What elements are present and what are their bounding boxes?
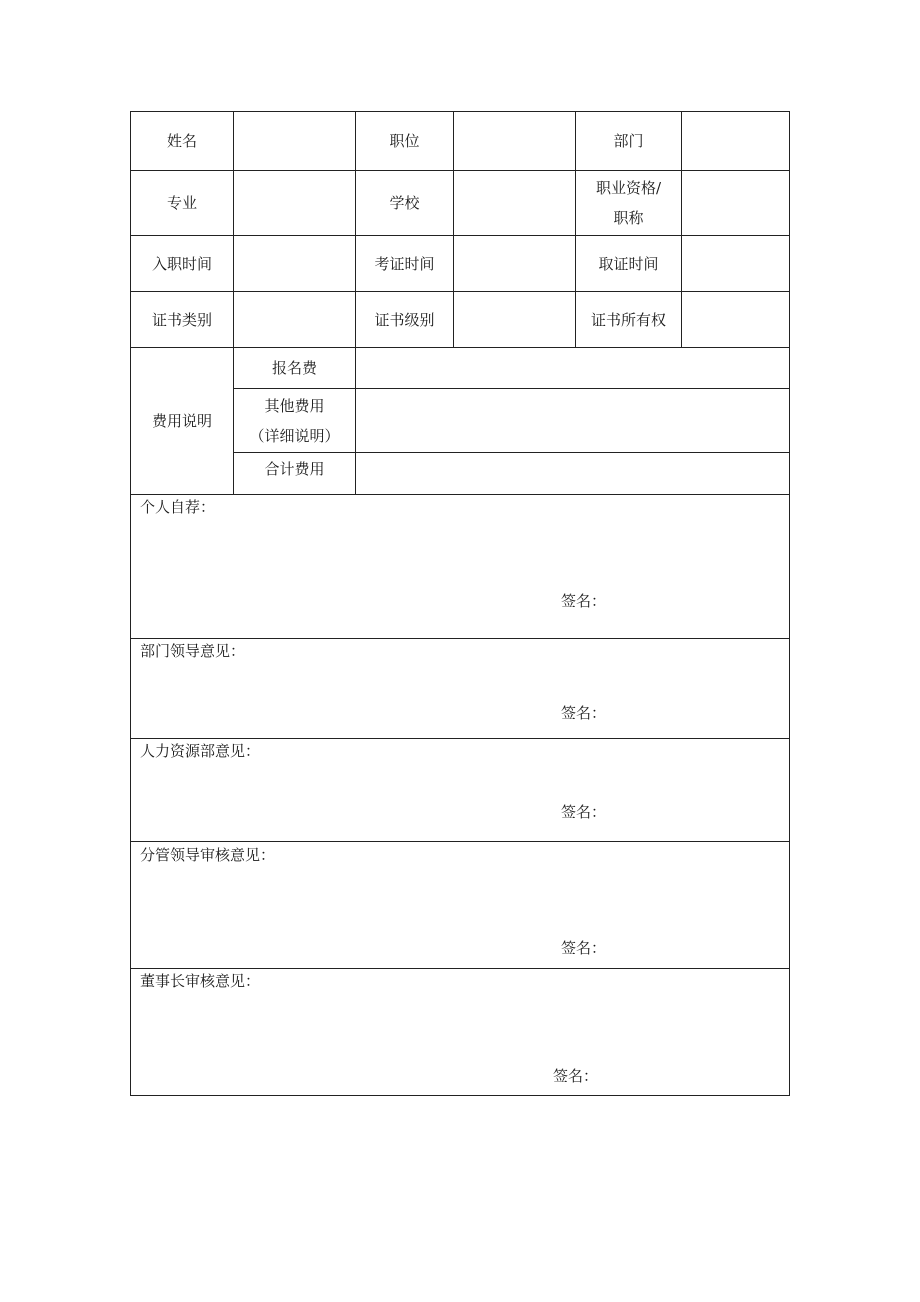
chairman-review-label: 董事长审核意见： xyxy=(140,972,261,990)
cert-ownership-label-cell xyxy=(576,292,681,347)
cert-level-input-cell[interactable] xyxy=(454,292,575,347)
section-divider xyxy=(130,841,790,842)
form-border-bottom xyxy=(130,1095,790,1096)
other-fee-input-cell[interactable] xyxy=(356,389,789,452)
fee-description-label-cell xyxy=(131,348,233,494)
position-label: 职位 xyxy=(389,132,420,150)
entry-time-label-cell xyxy=(131,236,233,291)
cert-type-label: 证书类别 xyxy=(151,310,212,329)
qualification-label-line1: 职业资格/ xyxy=(595,179,662,197)
name-input-cell[interactable] xyxy=(234,112,355,170)
cert-obtained-time-label: 取证时间 xyxy=(598,254,659,273)
name-label: 姓名 xyxy=(166,132,197,150)
exam-time-label: 考证时间 xyxy=(374,254,435,273)
entry-time-label: 入职时间 xyxy=(151,254,212,273)
section-divider xyxy=(130,738,790,739)
other-fee-label-line2: （详细说明） xyxy=(249,426,340,445)
cert-level-label: 证书级别 xyxy=(374,310,435,329)
major-input-cell[interactable] xyxy=(234,171,355,235)
school-label-cell xyxy=(356,171,453,235)
cert-level-label-cell xyxy=(356,292,453,347)
exam-time-label-cell xyxy=(356,236,453,291)
school-input-cell[interactable] xyxy=(454,171,575,235)
total-fee-label-cell xyxy=(234,453,355,485)
department-label: 部门 xyxy=(613,132,644,150)
dept-leader-opinion-label: 部门领导意见： xyxy=(140,642,246,660)
total-fee-label: 合计费用 xyxy=(264,460,325,478)
entry-time-input-cell[interactable] xyxy=(234,236,355,291)
cert-obtained-time-input-cell[interactable] xyxy=(682,236,789,291)
section-divider xyxy=(130,638,790,639)
section-divider xyxy=(130,968,790,969)
row-divider xyxy=(130,494,790,495)
registration-fee-input-cell[interactable] xyxy=(356,348,789,388)
chairman-sign-label: 签名： xyxy=(553,1067,599,1085)
self-recommendation-sign-label: 签名： xyxy=(561,592,607,610)
cert-obtained-time-label-cell xyxy=(576,236,681,291)
supervisor-review-label: 分管领导审核意见： xyxy=(140,846,276,864)
form-border-right xyxy=(789,111,790,1096)
exam-time-input-cell[interactable] xyxy=(454,236,575,291)
qualification-label-cell xyxy=(576,171,681,235)
hr-sign-label: 签名： xyxy=(561,803,607,821)
cert-ownership-input-cell[interactable] xyxy=(682,292,789,347)
school-label: 学校 xyxy=(389,194,420,212)
department-label-cell xyxy=(576,112,681,170)
registration-fee-label-cell xyxy=(234,348,355,388)
total-fee-input-cell[interactable] xyxy=(356,453,789,494)
department-input-cell[interactable] xyxy=(682,112,789,170)
supervisor-sign-label: 签名： xyxy=(561,939,607,957)
position-input-cell[interactable] xyxy=(454,112,575,170)
other-fee-label-cell xyxy=(234,389,355,452)
name-label-cell xyxy=(131,112,233,170)
registration-fee-label: 报名费 xyxy=(271,359,317,377)
qualification-label-line2: 职称 xyxy=(613,209,644,227)
position-label-cell xyxy=(356,112,453,170)
major-label-cell xyxy=(131,171,233,235)
dept-leader-sign-label: 签名： xyxy=(561,704,607,722)
cert-type-label-cell xyxy=(131,292,233,347)
cert-type-input-cell[interactable] xyxy=(234,292,355,347)
qualification-input-cell[interactable] xyxy=(682,171,789,235)
self-recommendation-label: 个人自荐： xyxy=(140,498,216,516)
hr-opinion-label: 人力资源部意见： xyxy=(140,742,261,760)
other-fee-label-line1: 其他费用 xyxy=(264,396,325,415)
fee-description-label: 费用说明 xyxy=(151,412,212,430)
cert-ownership-label: 证书所有权 xyxy=(590,310,666,329)
major-label: 专业 xyxy=(166,194,197,212)
